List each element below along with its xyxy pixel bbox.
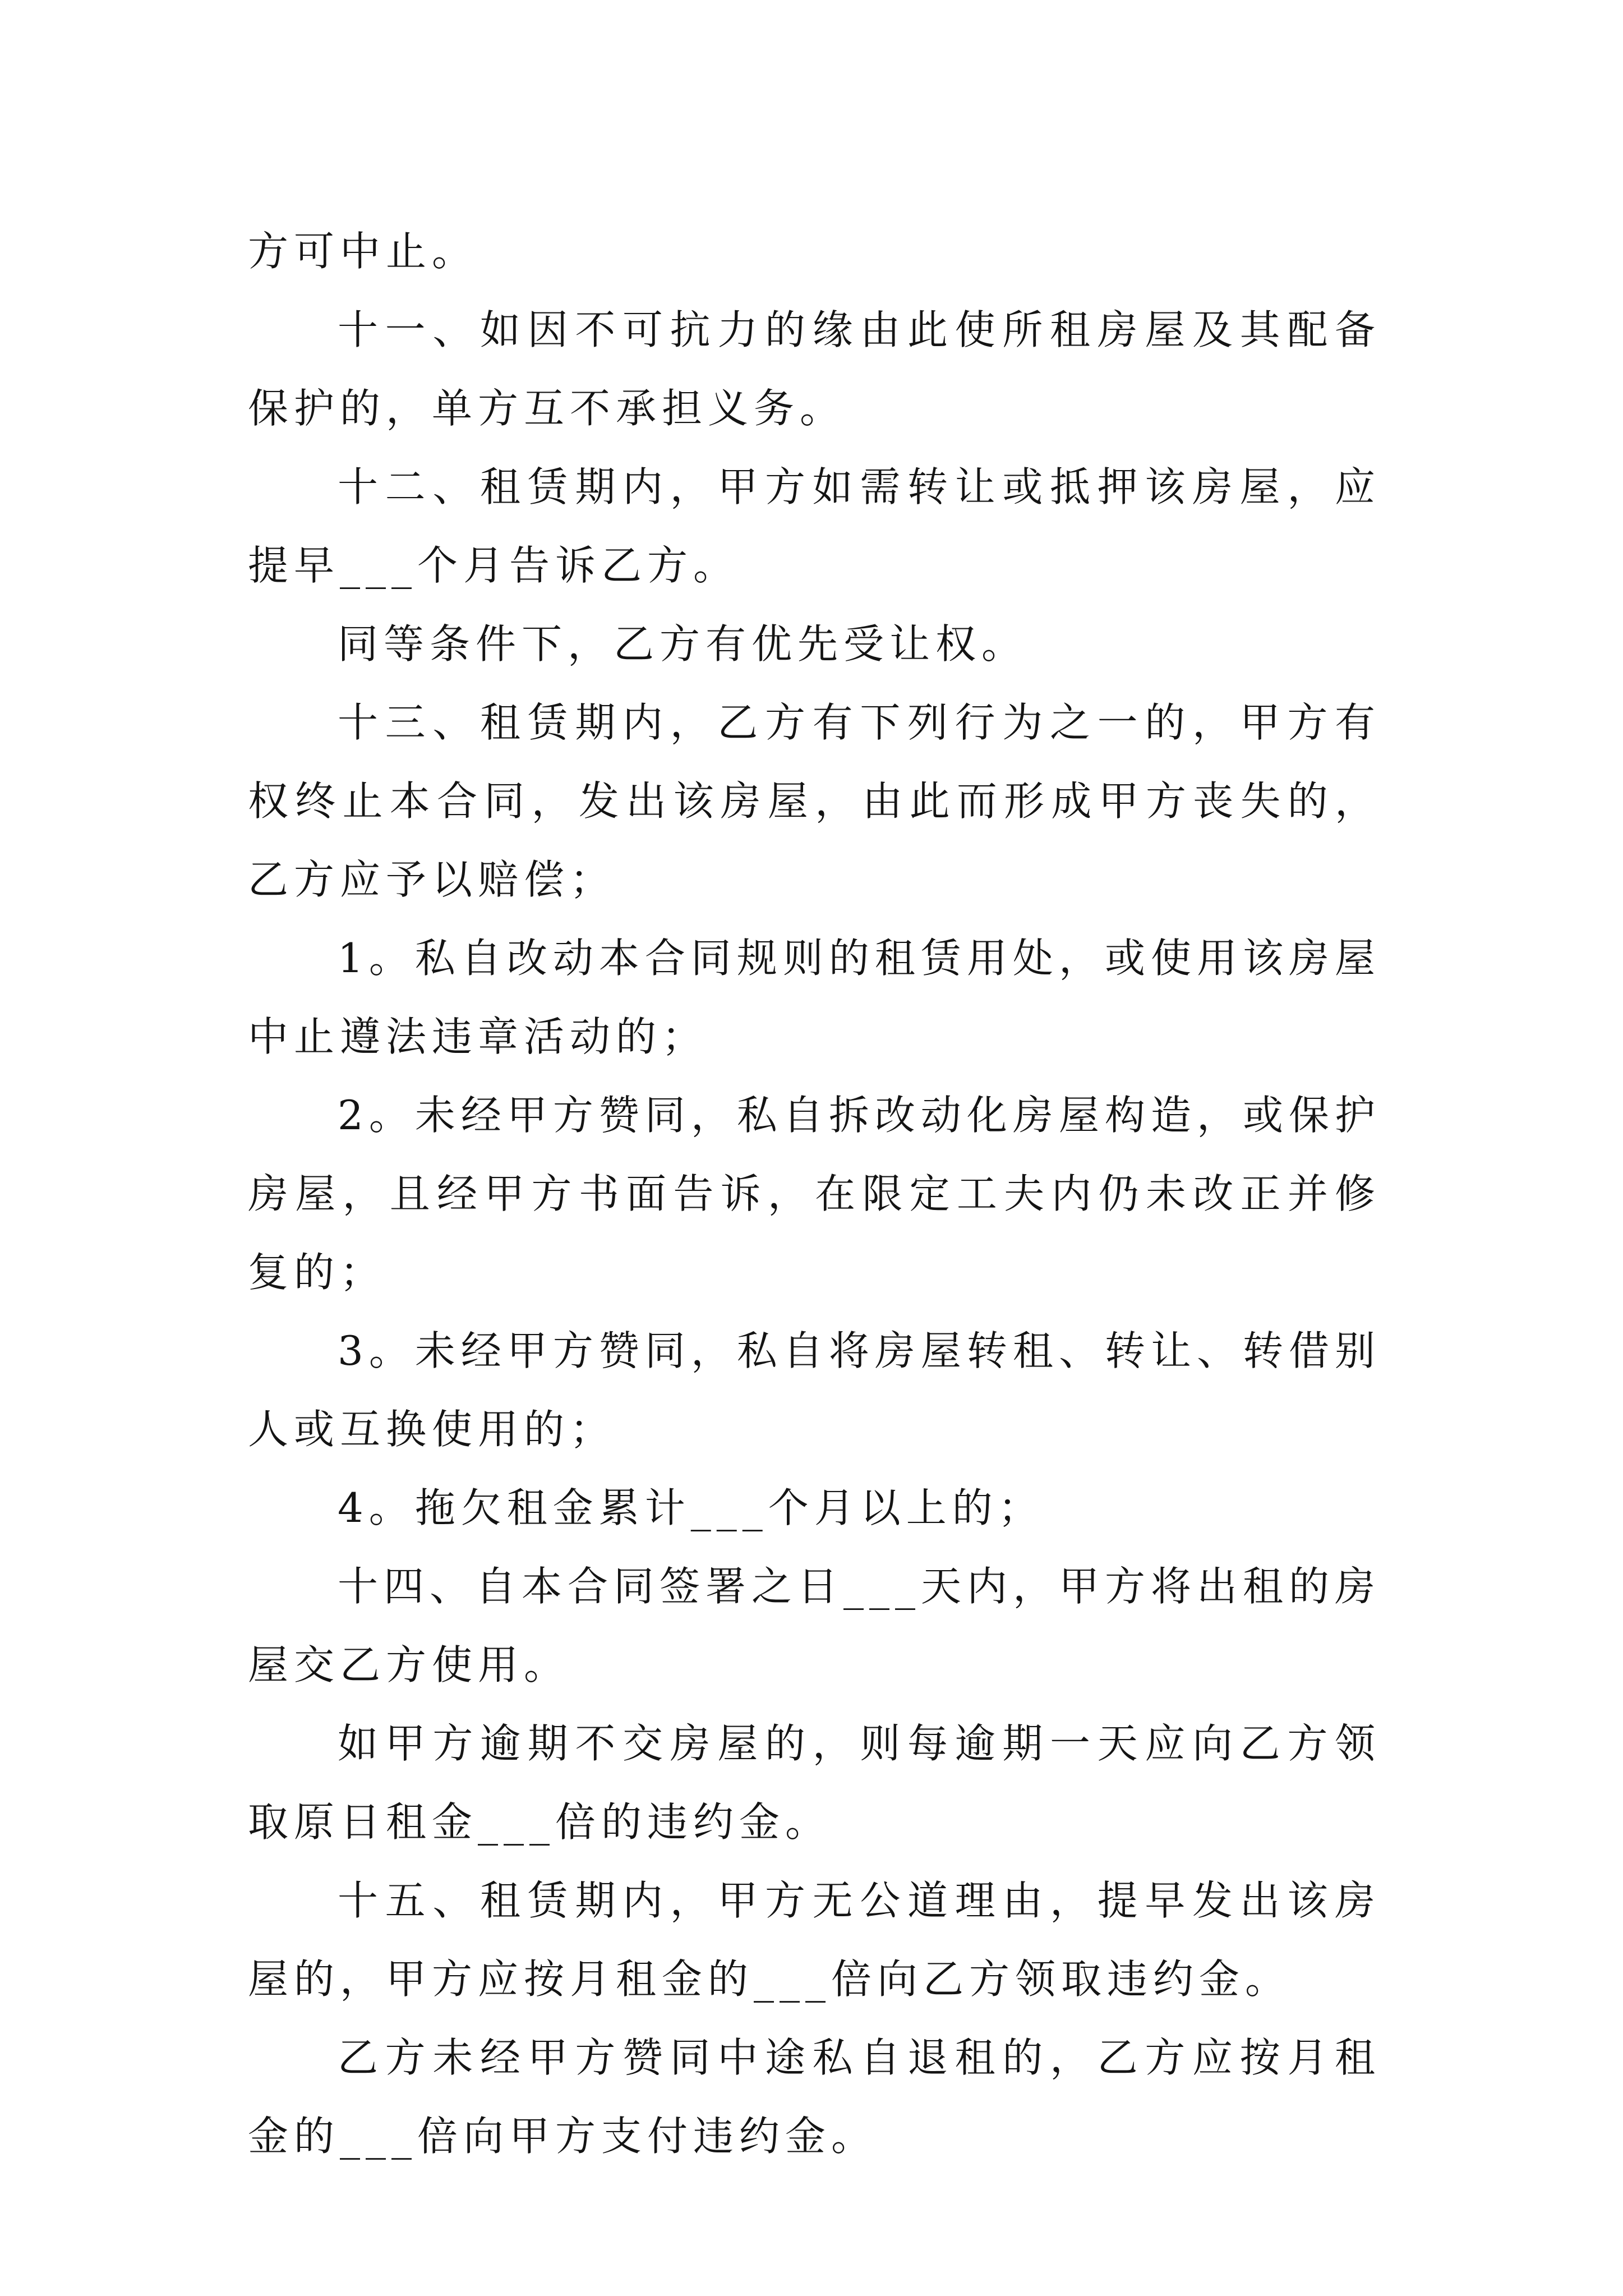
- paragraph-11: 如甲方逾期不交房屋的，则每逾期一天应向乙方领取原日租金___倍的违约金。: [248, 1720, 1381, 1846]
- paragraph-9: 4。拖欠租金累计___个月以上的；: [338, 1484, 1044, 1531]
- paragraph-12: 十五、租赁期内，甲方无公道理由，提早发出该房屋的，甲方应按月租金的___倍向乙方领取违约金。: [248, 1877, 1381, 2003]
- paragraph-5: 十三、租赁期内，乙方有下列行为之一的，甲方有权终止本合同，发出该房屋，由此而形成甲方丧失的，乙方应予以赔偿；: [248, 699, 1381, 903]
- paragraph-1: 方可中止。: [248, 228, 478, 275]
- document-body: [248, 212, 1381, 2175]
- paragraph-7: 2。未经甲方赞同，私自拆改动化房屋构造，或保护房屋，且经甲方书面告诉，在限定工夫内仍未改正并修复的；: [248, 1092, 1381, 1296]
- paragraph-3: 十二、租赁期内，甲方如需转让或抵押该房屋，应提早___个月告诉乙方。: [248, 463, 1381, 589]
- paragraph-6: 1。私自改动本合同规则的租赁用处，或使用该房屋中止遵法违章活动的；: [248, 935, 1381, 1060]
- paragraph-8: 3。未经甲方赞同，私自将房屋转租、转让、转借别人或互换使用的；: [248, 1327, 1381, 1453]
- paragraph-10: 十四、自本合同签署之日___天内，甲方将出租的房屋交乙方使用。: [248, 1563, 1381, 1688]
- paragraph-13: 乙方未经甲方赞同中途私自退租的，乙方应按月租金的___倍向甲方支付违约金。: [248, 2034, 1381, 2160]
- paragraph-2: 十一、如因不可抗力的缘由此使所租房屋及其配备保护的，单方互不承担义务。: [248, 306, 1381, 432]
- paragraph-4: 同等条件下，乙方有优先受让权。: [338, 620, 1028, 668]
